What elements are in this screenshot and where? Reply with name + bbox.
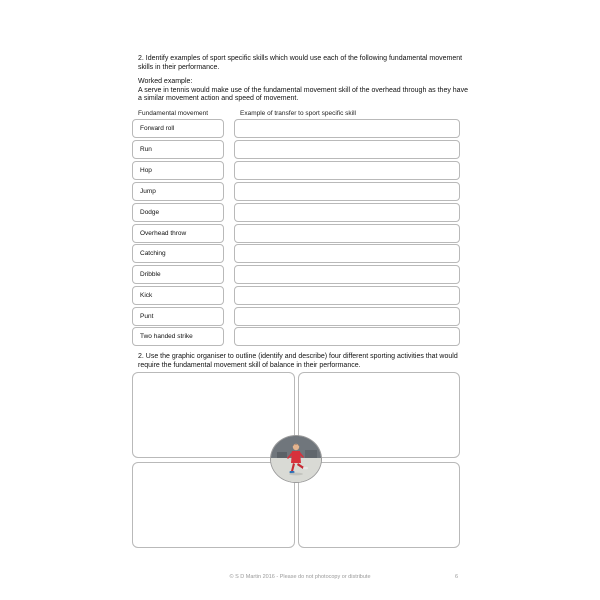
movement-label: Dribble <box>132 265 224 284</box>
movement-label: Dodge <box>132 203 224 222</box>
organiser-box-top-left[interactable] <box>132 372 295 458</box>
worked-example-heading: Worked example: <box>138 78 193 85</box>
answer-field[interactable] <box>234 307 460 326</box>
balance-photo <box>271 436 321 482</box>
question-2-text: 2. Use the graphic organiser to outline (identify and describe) four different sporting activities that would require the fundamental movement skill of balance in their performance. <box>138 353 458 369</box>
table-row <box>132 244 462 263</box>
movement-label: Two handed strike <box>132 327 224 346</box>
worked-example <box>138 78 468 104</box>
movement-label: Jump <box>132 182 224 201</box>
answer-field[interactable] <box>234 327 460 346</box>
answer-field[interactable] <box>234 161 460 180</box>
table-row <box>132 224 462 243</box>
worked-example-text: A serve in tennis would make use of the fundamental movement skill of the overhead through as they have a similar movement action and speed of movement. <box>138 86 468 102</box>
movement-label: Forward roll <box>132 119 224 138</box>
answer-field[interactable] <box>234 286 460 305</box>
answer-field[interactable] <box>234 265 460 284</box>
answer-field[interactable] <box>234 119 460 138</box>
organiser-box-bottom-left[interactable] <box>132 462 295 548</box>
column-header-movement: Fundamental movement <box>138 110 209 117</box>
footer-copyright: © S D Martin 2016 - Please do not photocopy or distribute <box>229 574 371 580</box>
table-row <box>132 265 462 284</box>
movement-label: Run <box>132 140 224 159</box>
answer-field[interactable] <box>234 244 460 263</box>
answer-field[interactable] <box>234 182 460 201</box>
table-row <box>132 307 462 326</box>
table-row <box>132 182 462 201</box>
table-row <box>132 327 462 346</box>
table-row <box>132 286 462 305</box>
table-row <box>132 203 462 222</box>
organiser-box-top-right[interactable] <box>298 372 460 458</box>
movement-label: Overhead throw <box>132 224 224 243</box>
child-balancing-image <box>271 436 321 482</box>
page-number: 6 <box>455 574 459 580</box>
answer-field[interactable] <box>234 203 460 222</box>
table-row <box>132 119 462 138</box>
column-header-example: Example of transfer to sport specific skill <box>240 110 356 117</box>
movement-label: Catching <box>132 244 224 263</box>
question-1-text: 2. Identify examples of sport specific skills which would use each of the following fundamental movement skills in their performance. <box>138 55 463 71</box>
table-row <box>132 161 462 180</box>
movement-label: Kick <box>132 286 224 305</box>
answer-field[interactable] <box>234 140 460 159</box>
table-row <box>132 140 462 159</box>
answer-field[interactable] <box>234 224 460 243</box>
organiser-box-bottom-right[interactable] <box>298 462 460 548</box>
movement-label: Punt <box>132 307 224 326</box>
movement-label: Hop <box>132 161 224 180</box>
